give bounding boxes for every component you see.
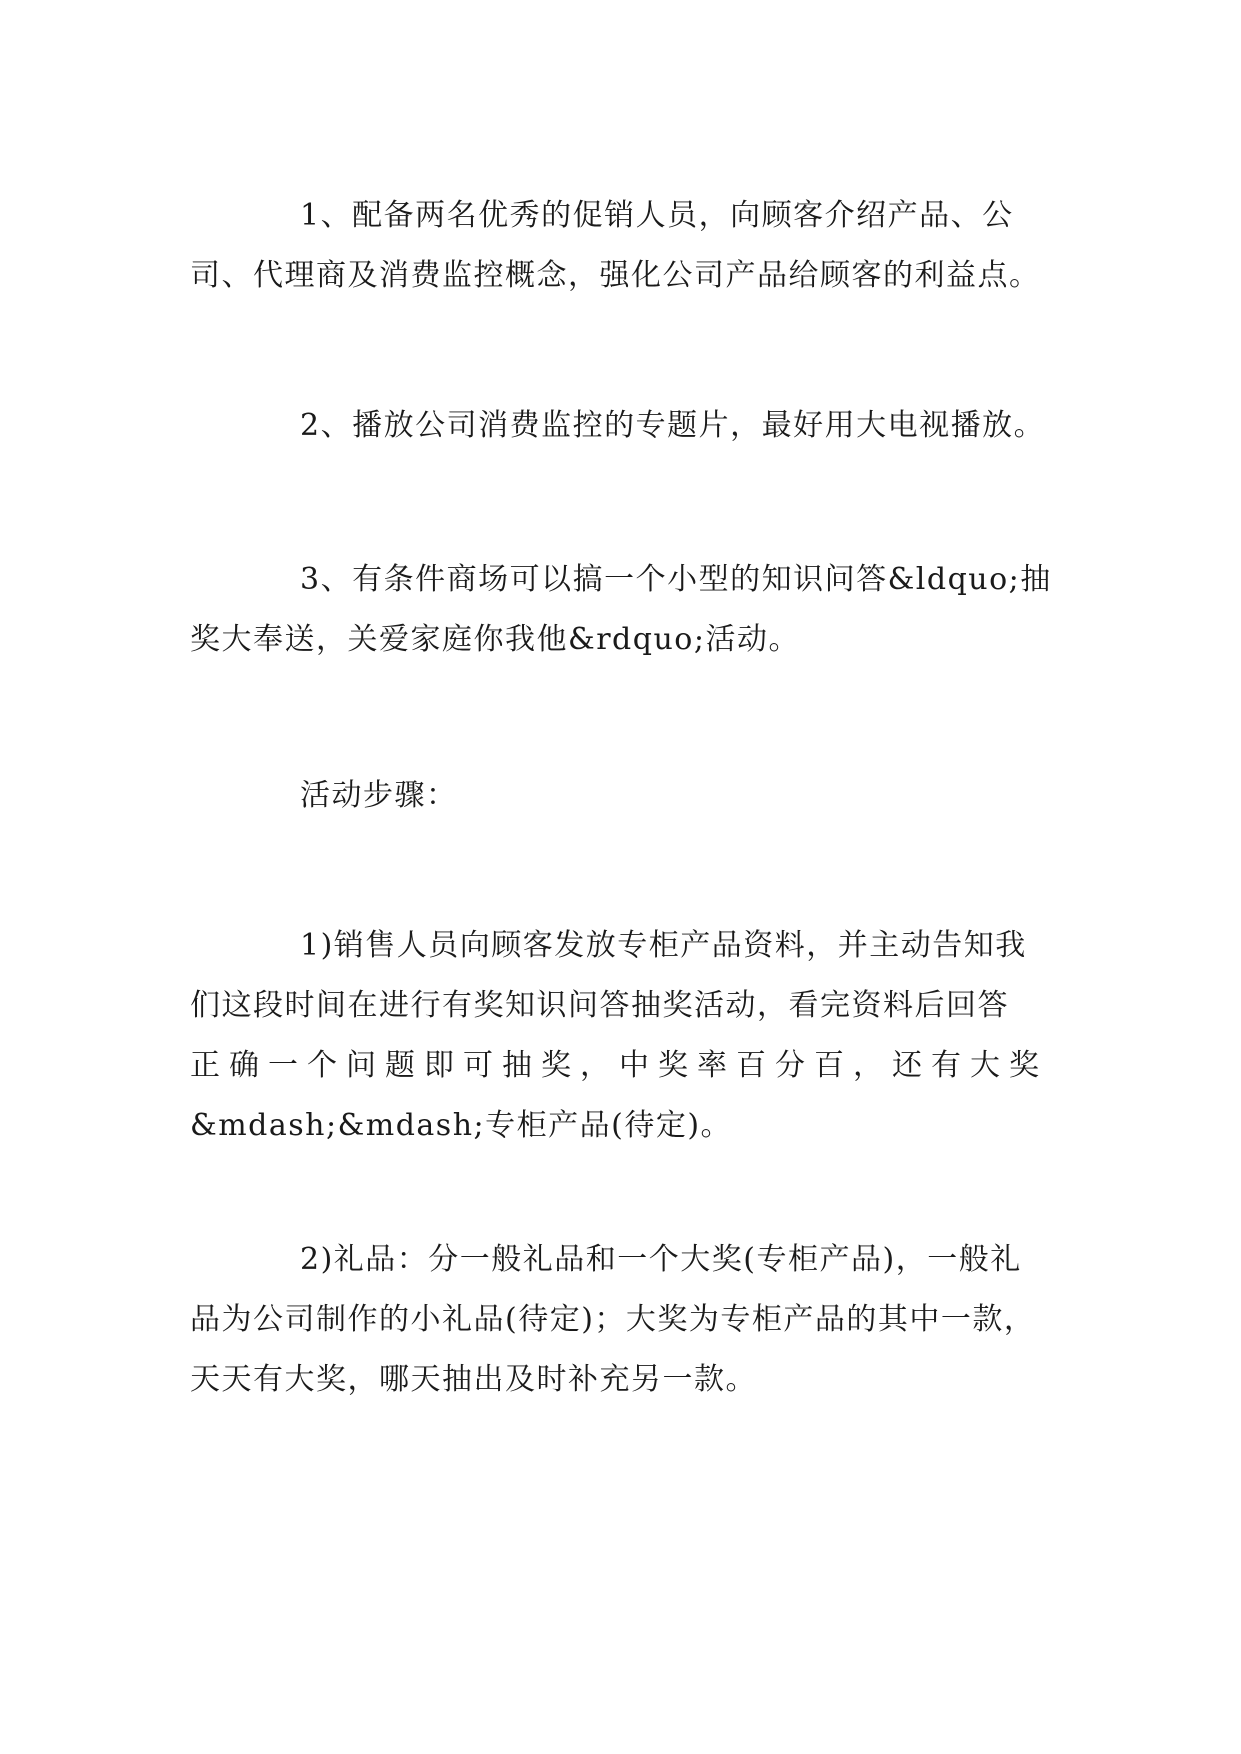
- paragraph-step-2: [190, 1230, 1050, 1410]
- paragraph-line: 3、有条件商场可以搞一个小型的知识问答&ldquo;抽: [300, 562, 1052, 597]
- paragraph-line: 2、播放公司消费监控的专题片，最好用大电视播放。: [300, 408, 1046, 443]
- paragraph-line: 司、代理商及消费监控概念，强化公司产品给顾客的利益点。: [190, 258, 1041, 293]
- paragraph-line: 1)销售人员向顾客发放专柜产品资料，并主动告知我: [300, 928, 1027, 963]
- paragraph-line: 1、配备两名优秀的促销人员，向顾客介绍产品、公: [300, 198, 1014, 233]
- paragraph-step-1: [190, 916, 1050, 1156]
- paragraph-line: &mdash;&mdash;专柜产品(待定)。: [190, 1108, 733, 1143]
- section-heading: 活动步骤：: [300, 778, 458, 813]
- paragraph-line: 天天有大奖，哪天抽出及时补充另一款。: [190, 1362, 757, 1397]
- paragraph-line: 2)礼品：分一般礼品和一个大奖(专柜产品)，一般礼: [300, 1242, 1022, 1277]
- steps-heading: [190, 766, 1050, 826]
- paragraph-item-1: [190, 186, 1050, 306]
- paragraph-line: 正确一个问题即可抽奖，中奖率百分百，还有大奖: [190, 1048, 1048, 1083]
- paragraph-line: 奖大奉送，关爱家庭你我他&rdquo;活动。: [190, 622, 800, 657]
- paragraph-item-3: [190, 550, 1050, 670]
- paragraph-line: 品为公司制作的小礼品(待定)；大奖为专柜产品的其中一款，: [190, 1302, 1036, 1337]
- paragraph-item-2: [190, 396, 1050, 456]
- paragraph-line: 们这段时间在进行有奖知识问答抽奖活动，看完资料后回答: [190, 988, 1009, 1023]
